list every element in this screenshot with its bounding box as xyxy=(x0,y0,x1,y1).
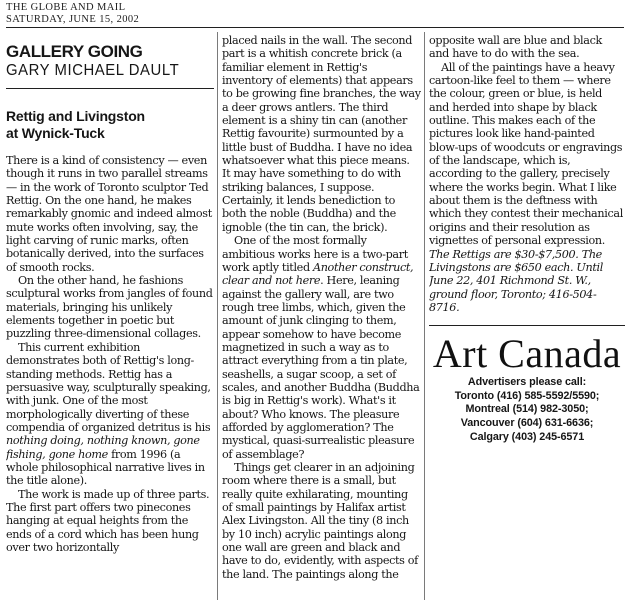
paragraph-4-continued: placed nails in the wall. The second part is a whitish concrete brick (a familiar element in Rettig's inventory of elements) that appears to be growing fine branches, the way a deer grows antlers. The third element is a shiny tin can (another Rettig favourite) surmounted by a little bust of Buddha. I have no idea whatsoever what this piece means. It may have something to do with striking balances, I suppose. Certainly, it lends benediction to both the noble (Buddha) and the ignoble (the tin can, the brick). xyxy=(222,34,421,234)
newspaper-name: THE GLOBE AND MAIL xyxy=(6,2,126,13)
paragraph-3-start: This current exhibition demonstrates both of Rettig's long-standing methods. Rettig has a persuasive way, sculpturally speaking, with junk. One of the most morphologically diverting of these compendia of organized detritus is his xyxy=(6,340,211,434)
ad-line-montreal: Montreal (514) 982-3050; xyxy=(465,403,589,416)
headline-line-2: at Wynick-Tuck xyxy=(6,124,105,141)
exhibition-info: The Rettigs are $30-$7,500. The Livingstons are $650 each. Until June 22, 401 Richmond St. W., ground floor, Toronto; 416-504-8716. xyxy=(429,247,603,314)
artwork-title-1: nothing doing, nothing known, gone fishing, gone home xyxy=(6,434,200,461)
artwork-title-2: Another construct, clear and not here xyxy=(222,260,414,288)
ad-title: Art Canada xyxy=(432,331,622,377)
paragraph-6-continued: opposite wall are blue and black and have to do with the sea. xyxy=(429,34,602,61)
ad-line-calgary: Calgary (403) 245-6571 xyxy=(469,430,585,443)
article-column-3 xyxy=(429,34,625,600)
column-divider-2 xyxy=(424,32,425,600)
paragraph-5-end: . Here, leaning against the gallery wall, are two rough tree limbs, which, given the amount of junk clinging to them, appear somehow to have become magnetized in such a way as to attract everything from a tin plate, seashells, a sugar scoop, a set of scales, and another Buddha (Buddha is big in Rettig's work). What's it about? Who knows. The pleasure afforded by agglomeration? The mystical, quasi-surrealistic pleasure of assemblage? xyxy=(222,274,420,461)
ad-rule xyxy=(429,325,625,326)
issue-date: SATURDAY, JUNE 15, 2002 xyxy=(6,13,140,25)
author-byline: GARY MICHAEL DAULT xyxy=(6,62,180,79)
section-title: GALLERY GOING xyxy=(6,42,143,61)
headline-line-1: Rettig and Livingston xyxy=(6,108,145,124)
byline-rule xyxy=(6,88,214,89)
ad-contact xyxy=(429,376,625,444)
paragraph-5-start: One of the most formally ambitious works here is a two-part work aptly titled xyxy=(222,234,408,274)
paragraph-5 xyxy=(222,234,421,461)
masthead-rule xyxy=(6,27,624,28)
article-column-1 xyxy=(6,32,214,600)
paragraph-7 xyxy=(429,61,625,315)
paragraph-2: On the other hand, he fashions sculptural works from jangles of found materials, bringing his unlikely elements together in poetic but puzzling three-dimensional collages. xyxy=(6,274,213,341)
paragraph-1: There is a kind of consistency — even though it runs in two parallel streams — in the work of Toronto sculptor Ted Rettig. On the one hand, he makes remarkably gnomic and indeed almost mute works often involving, say, the light carving of runic marks, often botanically derived, into the surfaces of smooth rocks. xyxy=(6,154,212,274)
article-column-2 xyxy=(222,34,421,600)
ad-line-toronto: Toronto (416) 585-5592/5590; xyxy=(454,389,600,402)
masthead xyxy=(6,2,139,25)
ad-intro: Advertisers please call: xyxy=(467,376,587,389)
column-divider-1 xyxy=(217,32,218,600)
paragraph-3 xyxy=(6,341,214,488)
paragraph-3-end: from 1996 (a whole philosophical narrative lives in the title alone). xyxy=(6,447,205,488)
article-headline xyxy=(6,108,214,141)
paragraph-7-start: All of the paintings have a heavy cartoon-like feel to them — where the colour, green or blue, is held and herded into shape by black outline. This makes each of the pictures look like hand-painted blow-ups of woodcuts or engravings of the landscape, which is, according to the gallery, precisely where the works begin. What I like about them is the deftness with which they contest their mechanical origins and their resolution as vignettes of personal expression. xyxy=(429,60,623,248)
ad-line-vancouver: Vancouver (604) 631-6636; xyxy=(460,417,594,429)
paragraph-4: The work is made up of three parts. The first part offers two pinecones hanging at equal heights from the ends of a cord which has been hung over two horizontally xyxy=(6,487,210,554)
paragraph-6: Things get clearer in an adjoining room where there is a small, but really quite exhilarating, mounting of small paintings by Halifax artist Alex Livingston. All the tiny (8 inch by 10 inch) acrylic paintings along one wall are green and black and have to do, evidently, with aspects of the land. The paintings along the xyxy=(222,461,418,581)
